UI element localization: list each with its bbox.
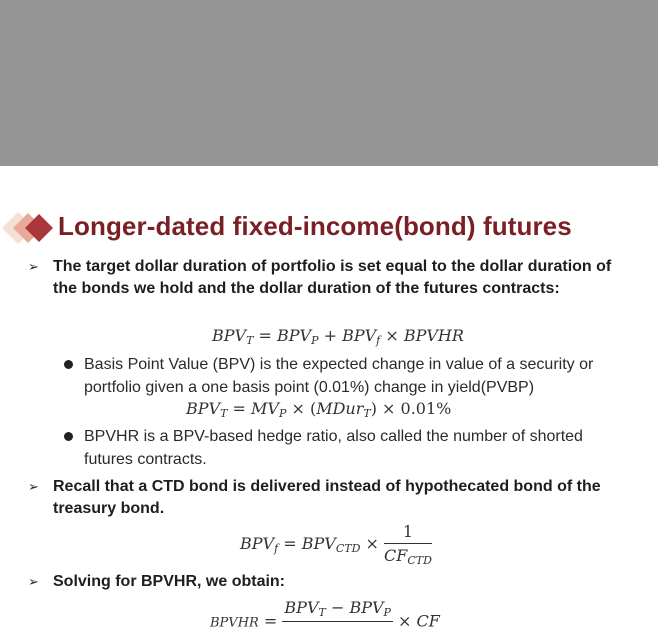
slide <box>0 166 658 631</box>
sub-bullet-bpvhr-definition <box>84 425 624 471</box>
bullet-target-duration <box>28 256 628 300</box>
sub-bullet-bpv-definition <box>84 353 624 399</box>
diamond-bullet-icon <box>2 212 56 244</box>
bullet-text: Recall that a CTD bond is delivered instead of hypothecated bond of the treasury bond. <box>53 478 601 517</box>
slide-title: Longer-dated fixed-income(bond) futures <box>58 211 572 241</box>
arrow-bullet-icon: ➢ <box>28 574 39 589</box>
equation-bpv-futures: $BPV_f = BPV_{CTD}$ × $\frac{1}{CF_{CTD}}$ <box>240 522 432 567</box>
dot-bullet-icon <box>64 432 73 441</box>
sub-bullet-text: Basis Point Value (BPV) is the expected change in value of a security or portfolio given a one basis point (0.01%) change in yield(PVBP) <box>84 356 594 396</box>
bullet-ctd-recall <box>28 476 628 520</box>
equation-bpv-total: $BPV_T = BPV_P + BPV_f$ × BPVHR <box>212 326 464 347</box>
equation-bpvhr-solution: $_{BPVHR}$ = $BPV_T - BPV_P$ × CF <box>210 598 440 631</box>
bullet-text: Solving for BPVHR, we obtain: <box>53 573 286 590</box>
sub-bullet-text: BPVHR is a BPV-based hedge ratio, also called the number of shorted futures contracts. <box>84 428 583 468</box>
title-row <box>0 206 658 250</box>
bullet-text: The target dollar duration of portfolio is set equal to the dollar duration of the bonds we hold and the dollar duration of the futures contracts: <box>53 258 612 297</box>
arrow-bullet-icon: ➢ <box>28 259 39 274</box>
equation-bpv-mdur: $BPV_T = MV_P$ × (MDur$_T$) × 0.01% <box>186 399 452 420</box>
top-gray-band <box>0 0 658 166</box>
arrow-bullet-icon: ➢ <box>28 479 39 494</box>
fraction: $\frac{1}{CF_{CTD}}$ <box>384 522 432 567</box>
dot-bullet-icon <box>64 360 73 369</box>
bullet-solving-bpvhr <box>28 571 628 593</box>
fraction: $BPV_T - BPV_P$ <box>282 598 393 622</box>
